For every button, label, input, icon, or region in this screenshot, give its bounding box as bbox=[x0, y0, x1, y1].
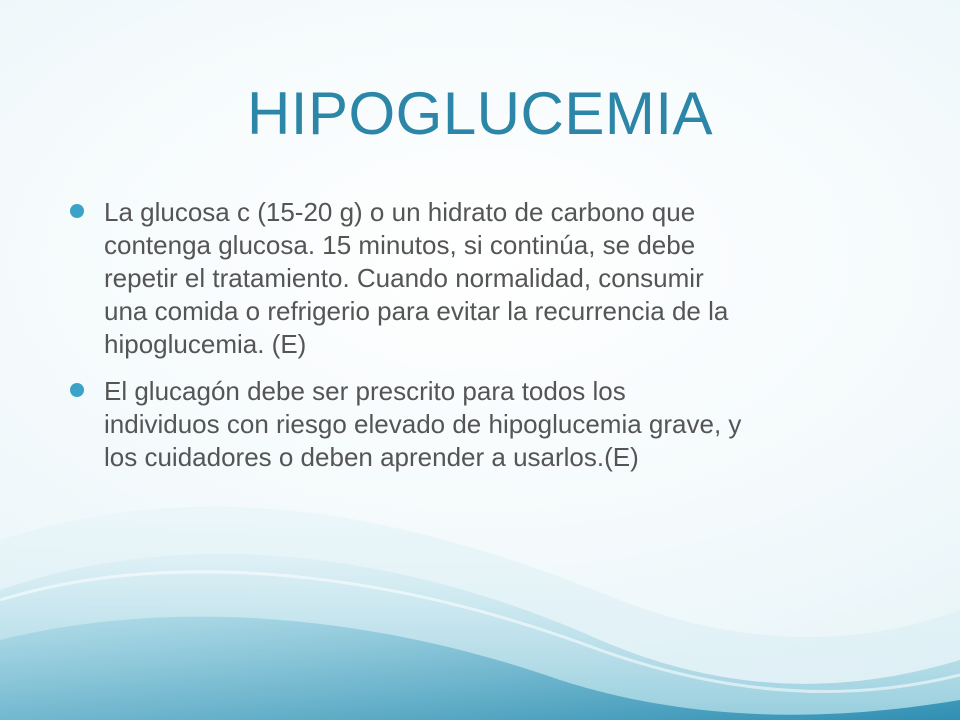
slide-title: HIPOGLUCEMIA bbox=[246, 80, 714, 147]
bullet-line: una comida o refrigerio para evitar la recurrencia de la bbox=[104, 296, 729, 326]
bullet-line: El glucagón debe ser prescrito para todos los bbox=[104, 376, 626, 406]
bullet-line: contenga glucosa. 15 minutos, si continúa, se debe bbox=[104, 230, 696, 260]
bullet-line: los cuidadores o deben aprender a usarlos.(E) bbox=[104, 442, 639, 472]
bullet-line: individuos con riesgo elevado de hipoglucemia grave, y bbox=[104, 409, 742, 439]
bullet-list bbox=[68, 196, 908, 488]
bullet-line: La glucosa c (15-20 g) o un hidrato de carbono que bbox=[104, 197, 696, 227]
bullet-item-glucose bbox=[68, 196, 908, 361]
bullet-line: repetir el tratamiento. Cuando normalidad, consumir bbox=[104, 263, 704, 293]
bullet-line: hipoglucemia. (E) bbox=[104, 329, 307, 359]
bullet-dot-icon bbox=[70, 383, 84, 397]
bullet-item-glucagon bbox=[68, 375, 908, 474]
bullet-dot-icon bbox=[70, 204, 84, 218]
